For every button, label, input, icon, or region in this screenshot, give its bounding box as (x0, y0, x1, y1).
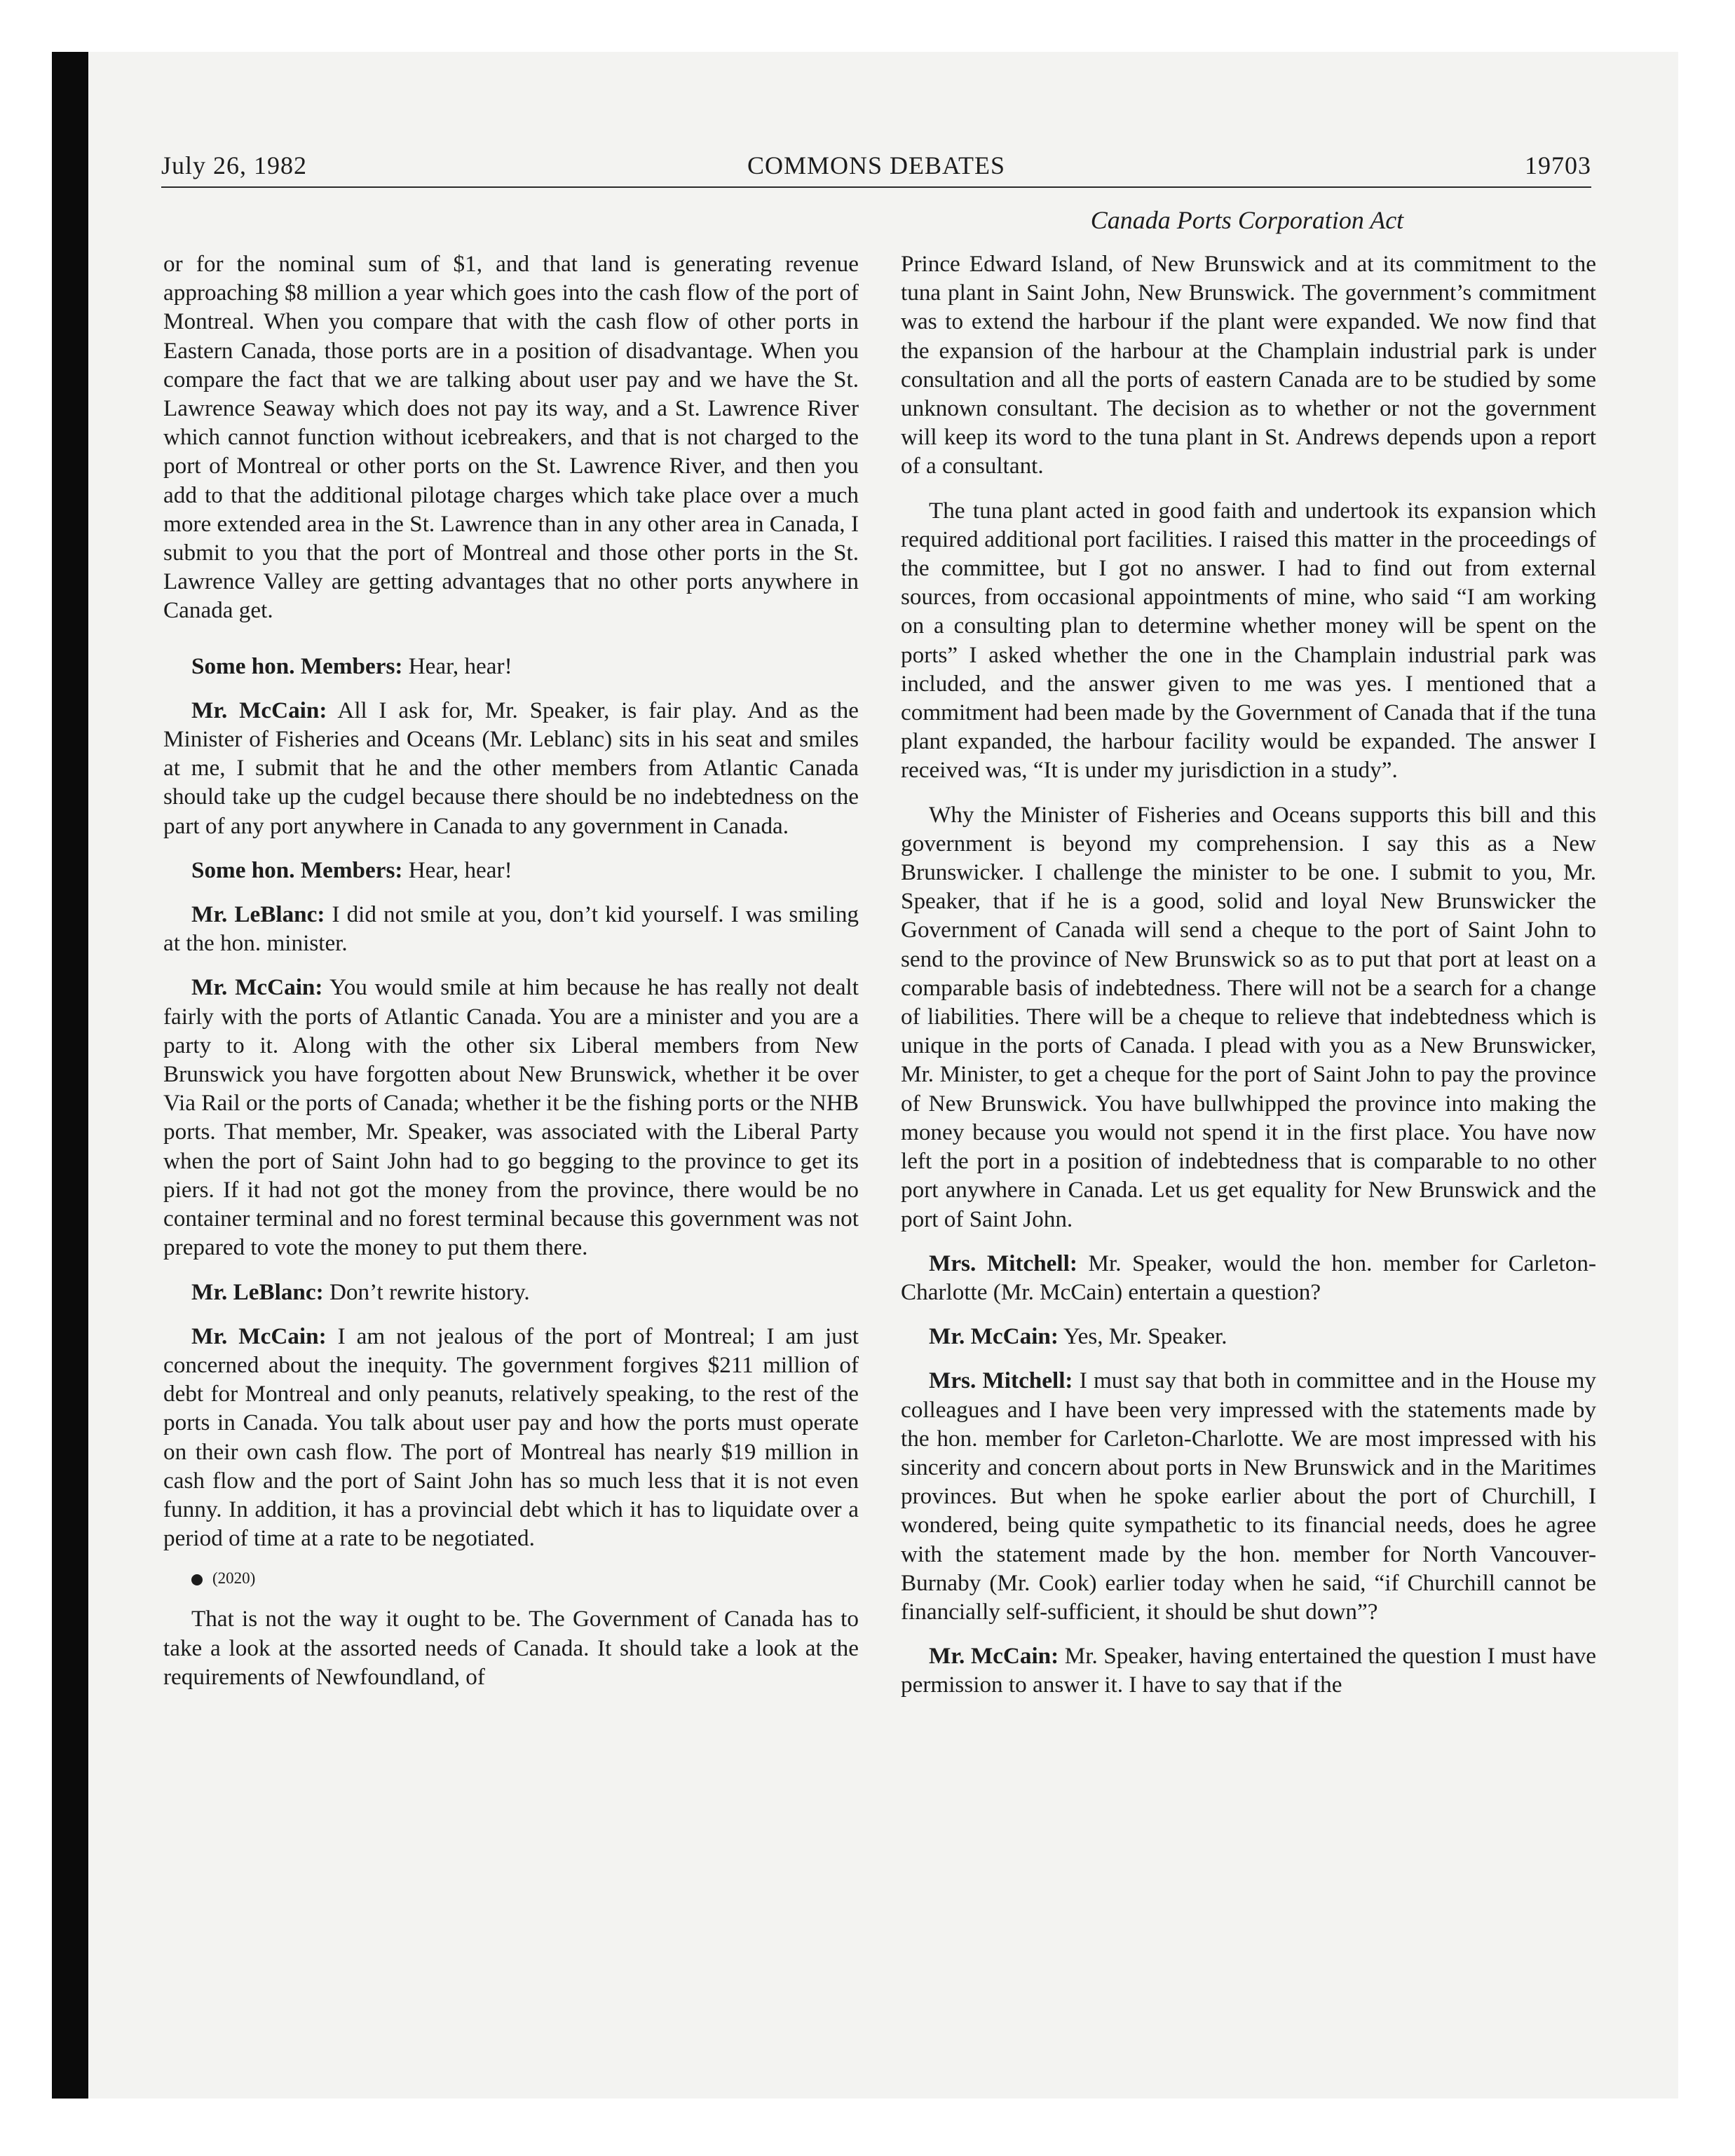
speech (163, 856, 859, 885)
speech-text: I did not smile at you, don’t kid yourself. I was smiling at the hon. minister. (163, 901, 859, 957)
paragraph: or for the nominal sum of $1, and that land is generating revenue approaching $8 million a year which goes into the cash flow of the port of Montreal. When you compare that with the cash flow of other ports in Eastern Canada, those ports are in a position of disadvantage. When you compare the fact that we are talking about user pay and we have the St. Lawrence Seaway which does not pay its way, and a St. Lawrence River which cannot function without icebreakers, and that is not charged to the port of Montreal or other ports on the St. Lawrence River, and then you add to that the additional pilotage charges which take place over a much more extended area in the St. Lawrence than in any other area in Canada, I submit to you that the port of Montreal and those other ports in the St. Lawrence Valley are getting advantages that no other ports anywhere in Canada get. (163, 251, 859, 624)
paragraph: Prince Edward Island, of New Brunswick and at its commitment to the tuna plant in Saint John, New Brunswick. The government’s commitment was to extend the harbour if the plant were expanded. We now find that the expansion of the harbour at the Champlain industrial park is under consultation and all the ports of eastern Canada are to be studied by some unknown consultant. The decision as to whether or not the government will keep its word to the tuna plant in St. Andrews depends upon a report of a consultant. (901, 251, 1596, 479)
speech-text: I must say that both in committee and in the House my colleagues and I have been very impressed with the statements made by the hon. member for Carleton-Charlotte. We are most impressed with his sincerity and concern about ports in New Brunswick and in the Maritimes provinces. But when he spoke earlier about the port of Churchill, I wondered, being quite sympathetic to its financial needs, does he agree with the statement made by the hon. member for North Vancouver-Burnaby (Mr. Cook) earlier today when he said, “if Churchill cannot be financially self-sufficient, it should be shut down”? (901, 1367, 1596, 1625)
speech (901, 1249, 1596, 1306)
speaker-name: Mr. McCain: (191, 697, 327, 723)
speech-text: Mr. Speaker, having entertained the question I must have permission to answer it. I have to say that if the (901, 1643, 1596, 1698)
speech (901, 1366, 1596, 1626)
binding-edge (52, 52, 88, 2099)
speaker-name: Mr. McCain: (929, 1323, 1059, 1350)
time-marker-text: (2020) (212, 1569, 256, 1588)
speaker-name: Mr. McCain: (929, 1643, 1059, 1670)
speech (163, 696, 859, 840)
speaker-name: Mr. LeBlanc: (191, 1278, 324, 1305)
speaker-name: Mr. McCain: (191, 1323, 327, 1349)
speech-text: You would smile at him because he has really not dealt fairly with the ports of Atlantic Canada. You are a minister and you are a party to it. Along with the other six Liberal members from New Brunswick you have forgotten about New Brunswick, whether it be over Via Rail or the ports of Canada; whether it be the fishing ports or the NHB ports. That member, Mr. Speaker, was associated with the Liberal Party when the port of Saint John had to go begging to the province to get its piers. If it had not got the money from the province, there would be no container terminal and no forest terminal because this government was not prepared to vote the money to put them there. (163, 974, 859, 1261)
speech-text: All I ask for, Mr. Speaker, is fair play. And as the Minister of Fisheries and Oceans (Mr. Leblanc) sits in his seat and smiles at me, I submit that he and the other members from Atlantic Canada should take up the cudgel because there should be no indebtedness on the part of any port anywhere in Canada to any government in Canada. (163, 697, 859, 839)
left-column (163, 250, 859, 1707)
speech (163, 900, 859, 957)
speech (163, 973, 859, 1262)
speech (163, 652, 859, 681)
header-page-number: 19703 (1525, 151, 1591, 179)
speech-text: Hear, hear! (402, 857, 512, 883)
time-marker (163, 1568, 859, 1589)
speech-text: I am not jealous of the port of Montreal; I am just concerned about the inequity. The government forgives $211 million of debt for Montreal and only peanuts, relatively speaking, to the rest of the ports in Canada. You talk about user pay and how the ports must operate on their own cash flow. The port of Montreal has nearly $19 million in cash flow and the port of Saint John has so much less that it is not even funny. In addition, it has a provincial debt which it has to liquidate over a period of time at a rate to be negotiated. (163, 1323, 859, 1552)
header-date: July 26, 1982 (161, 151, 308, 179)
page-header (161, 151, 1591, 187)
speaker-name: Mrs. Mitchell: (929, 1367, 1073, 1394)
speaker-name: Mr. McCain: (191, 974, 323, 1001)
header-rule (161, 186, 1591, 188)
speech-text: Don’t rewrite history. (323, 1278, 530, 1305)
speech (163, 1322, 859, 1553)
running-head: Canada Ports Corporation Act (1090, 206, 1404, 234)
speaker-name: Mrs. Mitchell: (929, 1250, 1077, 1276)
speaker-name: Mr. LeBlanc: (191, 901, 325, 928)
speech-text: Hear, hear! (402, 653, 512, 679)
speech (901, 1642, 1596, 1699)
paragraph: That is not the way it ought to be. The Government of Canada has to take a look at the assorted needs of Canada. It should take a look at the requirements of Newfoundland, of (163, 1606, 859, 1690)
speech (901, 1322, 1596, 1351)
paragraph: Why the Minister of Fisheries and Oceans supports this bill and this government is beyond my comprehension. I say this as a New Brunswicker. I challenge the minister to be one. I submit to you, Mr. Speaker, that if he is a good, solid and loyal New Brunswicker the Government of Canada will send a cheque to the port of Saint John to send to the province of New Brunswick so as to put that port at least on a comparable basis of indebtedness. There will not be a search for a change of liabilities. There will be a cheque to relieve that indebtedness which is unique in the ports of Canada. I plead with you as a New Brunswicker, Mr. Minister, to get a cheque for the port of Saint John to pay the province of New Brunswick. You have bullwhipped the province into making the money because you would not spend it in the first place. You have now left the port in a position of indebtedness that is comparable to no other port anywhere in Canada. Let us get equality for New Brunswick and the port of Saint John. (901, 801, 1596, 1232)
paragraph: The tuna plant acted in good faith and undertook its expansion which required additional port facilities. I raised this matter in the proceedings of the committee, but I got no answer. I had to find out from external sources, from occasional appointments of mine, who said “I am working on a consulting plan to determine whether money will be spent on the ports” I asked whether the one in the Champlain industrial park was included, and the answer given to me was yes. I mentioned that a commitment had been made by the Government of Canada that if the tuna plant expanded, the harbour facility would be expanded. The answer I received was, “It is under my jurisdiction in a study”. (901, 497, 1596, 784)
right-column (901, 250, 1596, 1715)
speech (163, 1278, 859, 1306)
bullet-icon (191, 1574, 203, 1585)
speech-text: Mr. Speaker, would the hon. member for Carleton-Charlotte (Mr. McCain) entertain a question? (901, 1250, 1596, 1305)
speaker-name: Some hon. Members: (191, 653, 403, 679)
speech-text: Yes, Mr. Speaker. (1058, 1323, 1227, 1350)
speaker-name: Some hon. Members: (191, 857, 403, 883)
header-publication: COMMONS DEBATES (747, 151, 1006, 179)
